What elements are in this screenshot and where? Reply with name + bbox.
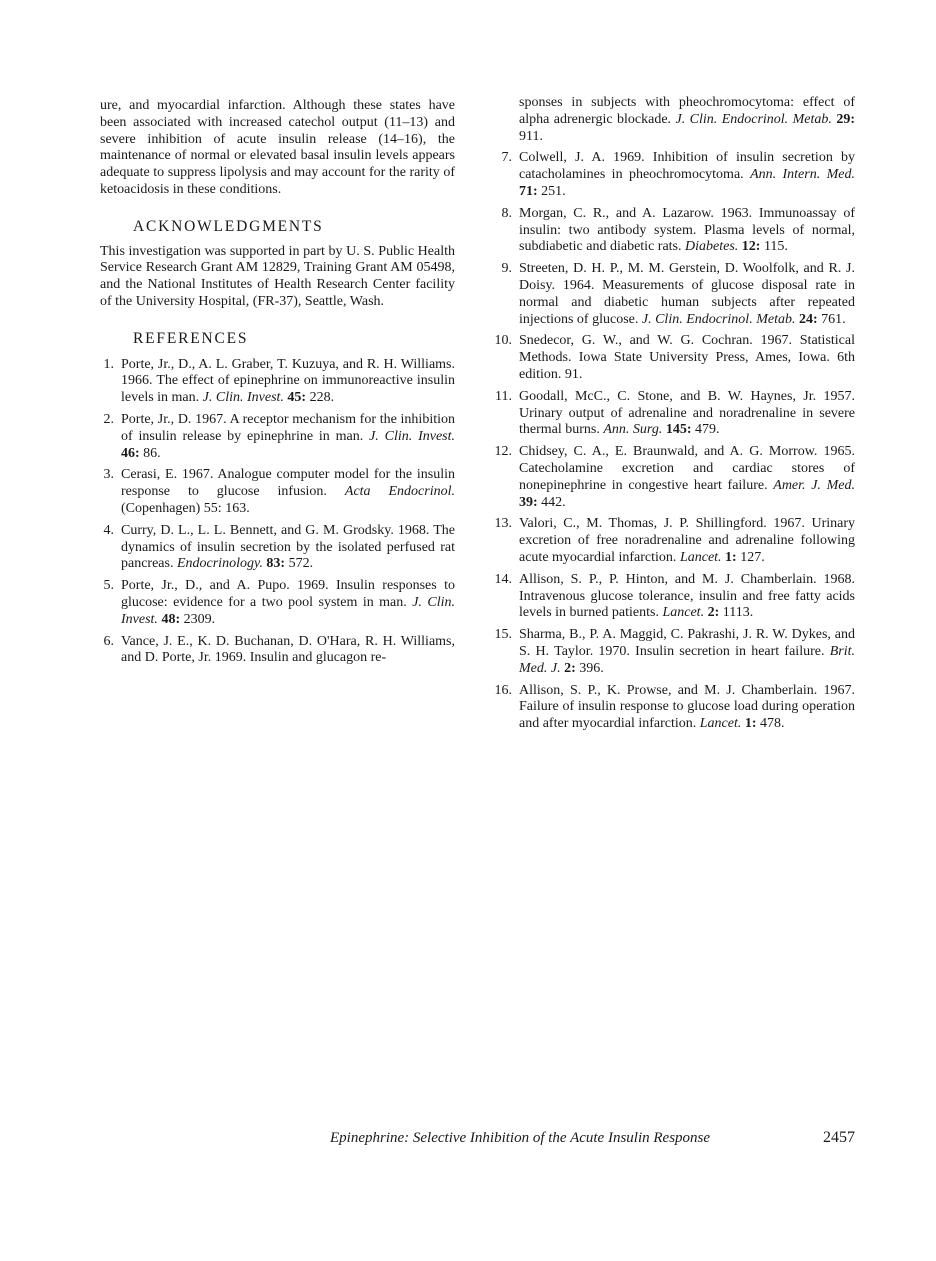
- reference-pages: 572.: [285, 556, 314, 572]
- reference-item: [495, 388, 855, 439]
- reference-item: [494, 444, 855, 511]
- reference-journal: Brit. Med. J.: [519, 643, 855, 676]
- reference-journal: Lancet.: [699, 716, 742, 732]
- intro-paragraph: ure, and myocardial infarction. Although these states have been associated with increased catechol output (11–13) and severe inhibition of acute insulin release (14–16), the maintenance of normal or elevated basal insulin levels appears adequate to suppress lipolysis and may account for the rarity of ketoacidosis in these conditions.: [100, 98, 455, 197]
- reference-number: 1.: [103, 356, 114, 372]
- reference-volume: 83:: [266, 556, 286, 572]
- reference-item: [100, 357, 455, 407]
- reference-number: 6.: [103, 633, 114, 649]
- acknowledgments-text: This investigation was supported in part by U. S. Public Health Service Research Grant AM 12829, Training Grant AM 05498, and the National Institutes of Health Research Center facility of the University Hospital, (FR-37), Seattle, Wash.: [100, 243, 455, 309]
- reference-number: 4.: [103, 522, 114, 538]
- page-number: 2457: [823, 1129, 855, 1146]
- left-column: [100, 98, 455, 672]
- reference-text: Porte, Jr., D. 1967. A receptor mechanism for the inhibition of insulin release by epinephrine in man.: [121, 411, 455, 444]
- reference-item: [100, 578, 455, 628]
- reference-number: 14.: [494, 571, 512, 587]
- reference-text: Morgan, C. R., and A. Lazarow. 1963. Immunoassay of insulin: two antibody system. Plasma levels of normal, subdiabetic and diabetic rats.: [519, 205, 855, 255]
- reference-pages: 761.: [817, 311, 846, 327]
- reference-number: 12.: [494, 444, 512, 460]
- reference-pages: 479.: [691, 422, 720, 438]
- reference-pages: 86.: [139, 445, 161, 461]
- reference-text: Cerasi, E. 1967. Analogue computer model for the insulin response to glucose infusion.: [121, 467, 455, 500]
- reference-text: sponses in subjects with pheochromocytoma: effect of alpha adrenergic blockade.: [519, 95, 855, 127]
- reference-pages: 2309.: [180, 611, 216, 627]
- page-footer: [330, 1129, 855, 1147]
- reference-pages: 228.: [306, 390, 335, 406]
- reference-volume: 48:: [161, 611, 181, 627]
- reference-item: [494, 627, 855, 677]
- reference-text: Curry, D. L., L. L. Bennett, and G. M. Grodsky. 1968. The dynamics of insulin secretion by the isolated perfused rat pancreas.: [121, 522, 455, 572]
- reference-text: Porte, Jr., D., A. L. Graber, T. Kuzuya, and R. H. Williams. 1966. The effect of epinephrine on immunoreactive insulin levels in man.: [121, 356, 455, 406]
- reference-pages: 251.: [537, 183, 566, 199]
- reference-journal: J. Clin. Endocrinol. Metab.: [641, 311, 796, 327]
- reference-volume: 45:: [287, 390, 307, 406]
- reference-item: [498, 206, 855, 256]
- reference-volume: 12:: [741, 239, 761, 255]
- reference-volume: 71:: [519, 183, 538, 199]
- right-column: [494, 95, 855, 738]
- reference-text: Valori, C., M. Thomas, J. P. Shillingford. 1967. Urinary excretion of free noradrenaline and adrenaline following acute myocardial infarction.: [519, 516, 855, 565]
- reference-number: 8.: [501, 205, 512, 221]
- reference-text: Snedecor, G. W., and W. G. Cochran. 1967. Statistical Methods. Iowa State University Press, Ames, Iowa. 6th edition. 91.: [519, 333, 855, 382]
- reference-list-right: [494, 95, 855, 733]
- reference-journal: Ann. Surg.: [603, 422, 663, 438]
- reference-volume: 2:: [564, 660, 576, 676]
- reference-item: [498, 261, 855, 328]
- reference-journal: Amer. J. Med.: [773, 477, 855, 493]
- reference-pages: 478.: [756, 716, 785, 732]
- running-title: Epinephrine: Selective Inhibition of the Acute Insulin Response: [330, 1130, 711, 1146]
- reference-pages: (Copenhagen) 55: 163.: [121, 500, 250, 516]
- reference-item: [100, 467, 455, 517]
- reference-list-left: [100, 357, 455, 668]
- reference-item: [494, 571, 855, 622]
- reference-number: 3.: [103, 467, 114, 483]
- reference-number: 5.: [103, 578, 114, 594]
- reference-item: [498, 150, 855, 200]
- reference-number: 9.: [501, 261, 512, 277]
- reference-volume: 2:: [707, 605, 720, 621]
- reference-journal: Acta Endocrinol.: [344, 484, 456, 500]
- reference-item: [494, 516, 855, 566]
- reference-item: [100, 634, 455, 668]
- reference-journal: Endocrinology.: [176, 556, 263, 572]
- reference-text: Chidsey, C. A., E. Braunwald, and A. G. Morrow. 1965. Catecholamine excretion and cardiac stores of nonepinephrine in congestive heart failure.: [519, 444, 855, 493]
- reference-volume: 145:: [665, 422, 692, 438]
- reference-pages: 396.: [575, 660, 604, 676]
- reference-volume: 24:: [798, 311, 818, 327]
- reference-number: 13.: [494, 516, 512, 532]
- reference-item: [498, 95, 855, 145]
- reference-text: Allison, S. P., K. Prowse, and M. J. Chamberlain. 1967. Failure of insulin response to glucose load during operation and after myocardial infarction.: [519, 682, 855, 732]
- references-heading: REFERENCES: [133, 329, 249, 347]
- reference-text: Streeten, D. H. P., M. M. Gerstein, D. Woolfolk, and R. J. Doisy. 1964. Measurements of glucose disposal rate in normal and diabetic human subjects after repeated injections of glucose.: [519, 261, 855, 327]
- acknowledgments-heading: ACKNOWLEDGMENTS: [133, 217, 324, 235]
- reference-number: 16.: [494, 682, 512, 698]
- reference-item: [494, 682, 855, 733]
- reference-number: 11.: [495, 388, 512, 404]
- reference-text: Sharma, B., P. A. Maggid, C. Pakrashi, J. R. W. Dykes, and S. H. Taylor. 1970. Insulin secretion in heart failure.: [519, 627, 855, 659]
- reference-number: 2.: [103, 411, 114, 427]
- reference-pages: 1113.: [719, 605, 754, 621]
- reference-volume: 29:: [836, 111, 855, 127]
- reference-journal: J. Clin. Invest.: [202, 390, 284, 406]
- reference-volume: 39:: [519, 494, 538, 510]
- reference-journal: J. Clin. Endocrinol. Metab.: [675, 111, 832, 127]
- reference-item: [100, 523, 455, 573]
- reference-pages: 127.: [736, 549, 765, 565]
- reference-pages: 442.: [537, 494, 566, 510]
- reference-pages: 115.: [760, 239, 788, 255]
- reference-journal: Diabetes.: [685, 239, 739, 255]
- reference-number: 15.: [494, 627, 512, 643]
- reference-item: [494, 333, 855, 383]
- reference-journal: Lancet.: [662, 605, 705, 621]
- reference-volume: 46:: [121, 445, 140, 461]
- reference-number: 7.: [501, 150, 512, 166]
- reference-volume: 1:: [744, 716, 757, 732]
- reference-text: Porte, Jr., D., and A. Pupo. 1969. Insulin responses to glucose: evidence for a two pool system in man.: [121, 578, 455, 610]
- reference-pages: 911.: [519, 128, 543, 144]
- reference-journal: Ann. Intern. Med.: [750, 167, 855, 183]
- reference-item: [100, 412, 455, 462]
- reference-volume: 1:: [725, 549, 737, 565]
- reference-text: Vance, J. E., K. D. Buchanan, D. O'Hara, R. H. Williams, and D. Porte, Jr. 1969. Insulin and glucagon re-: [121, 633, 455, 666]
- reference-text: Allison, S. P., P. Hinton, and M. J. Chamberlain. 1968. Intravenous glucose tolerance, insulin and free fatty acids levels in burned patients.: [519, 571, 855, 621]
- reference-text: Goodall, McC., C. Stone, and B. W. Haynes, Jr. 1957. Urinary output of adrenaline and noradrenaline in severe thermal burns.: [519, 388, 855, 438]
- reference-journal: J. Clin. Invest.: [121, 594, 455, 627]
- reference-journal: J. Clin. Invest.: [369, 428, 455, 444]
- reference-number: 10.: [494, 333, 512, 349]
- reference-text: Colwell, J. A. 1969. Inhibition of insulin secretion by catacholamines in pheochromocytoma.: [519, 150, 855, 183]
- reference-journal: Lancet.: [679, 549, 722, 565]
